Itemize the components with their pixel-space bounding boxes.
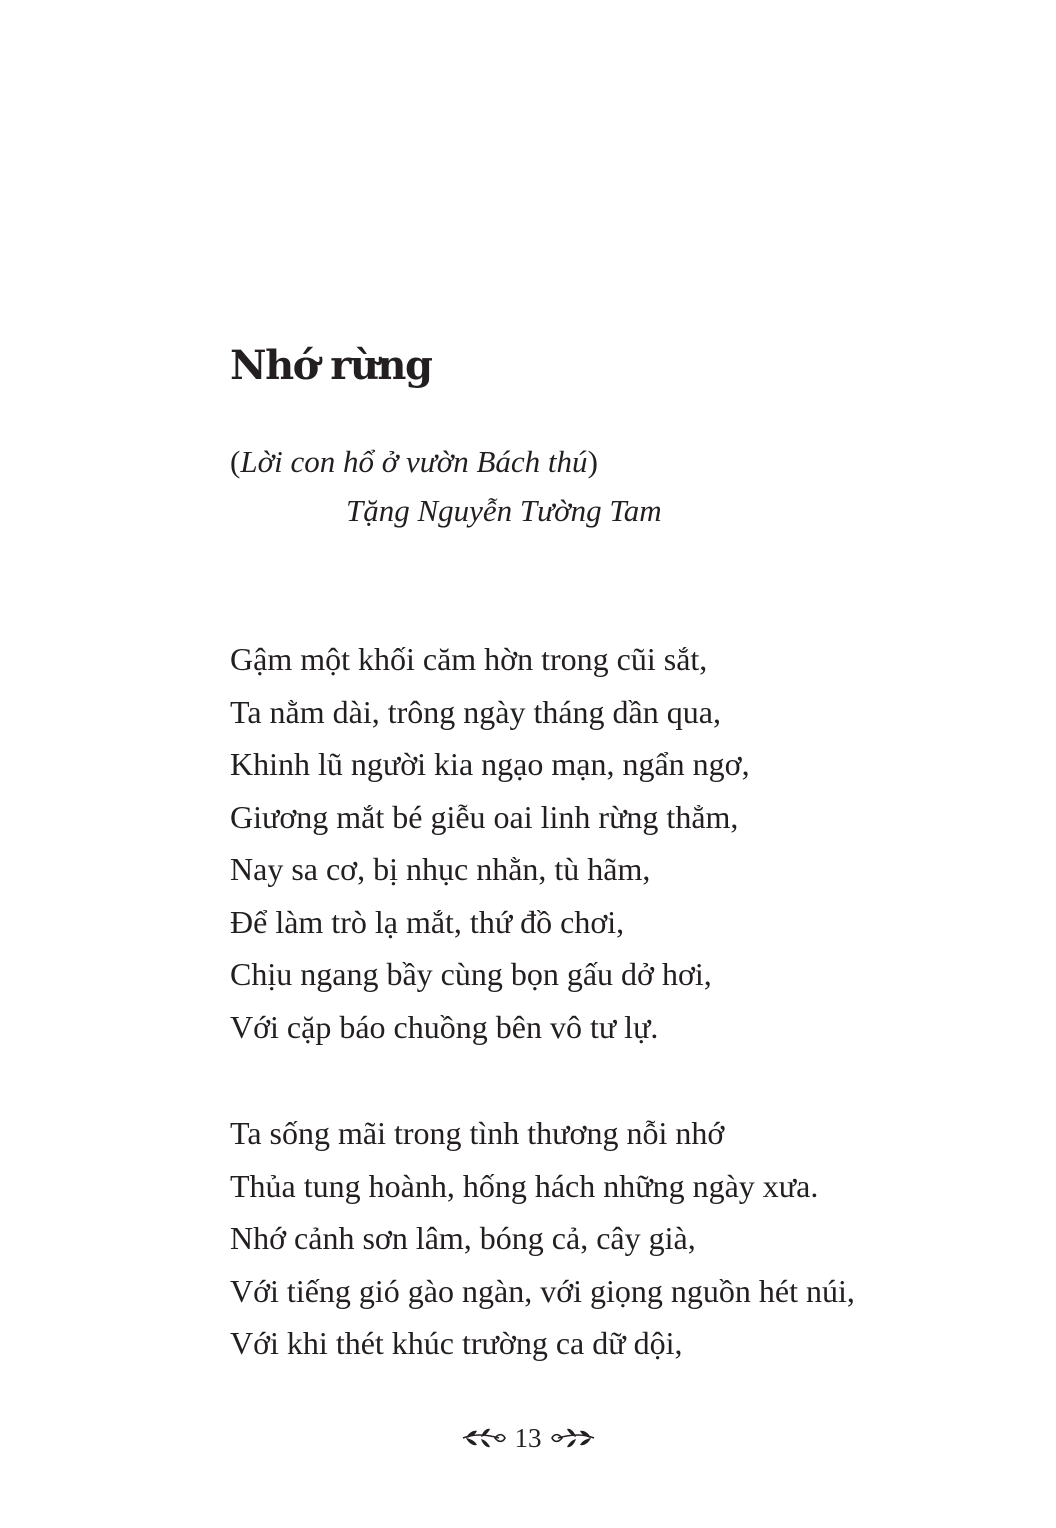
stanza-1 [230, 633, 750, 1053]
verse-line: Giương mắt bé giễu oai linh rừng thẳm, [230, 798, 739, 835]
verse-line: Nhớ cảnh sơn lâm, bóng cả, cây già, [230, 1220, 696, 1256]
verse-line: Để làm trò lạ mắt, thứ đồ chơi, [230, 903, 625, 940]
poem-dedication: Tặng Nguyễn Tường Tam [346, 493, 662, 528]
verse-line: Ta nằm dài, trông ngày tháng dần qua, [230, 693, 721, 730]
verse-line: Ta sống mãi trong tình thương nỗi nhớ [230, 1115, 725, 1151]
verse-line: Thủa tung hoành, hống hách những ngày xưa. [230, 1167, 819, 1204]
poem-subtitle [230, 442, 598, 482]
verse-line: Khinh lũ người kia ngạo mạn, ngẩn ngơ, [230, 746, 750, 782]
verse-line: Với tiếng gió gào ngàn, với giọng nguồn hét núi, [230, 1272, 855, 1309]
page-footer [0, 1418, 1056, 1458]
subtitle-close-paren: ) [587, 444, 598, 479]
poem-title: Nhớ rừng [230, 342, 432, 389]
verse-line: Nay sa cơ, bị nhục nhằn, tù hãm, [230, 851, 651, 887]
verse-line: Với cặp báo chuồng bên vô tư lự. [230, 1008, 659, 1045]
verse-line: Chịu ngang bầy cùng bọn gấu dở hơi, [230, 956, 712, 992]
leaf-ornament-icon [550, 1425, 596, 1451]
subtitle-text: Lời con hổ ở vườn Bách thú [240, 444, 588, 479]
subtitle-open-paren: ( [230, 444, 241, 479]
verse-line: Với khi thét khúc trường ca dữ dội, [230, 1325, 683, 1361]
leaf-ornament-icon [461, 1425, 507, 1451]
stanza-2 [230, 1107, 855, 1370]
page-number: 13 [514, 1423, 542, 1453]
verse-line: Gậm một khối căm hờn trong cũi sắt, [230, 641, 708, 677]
